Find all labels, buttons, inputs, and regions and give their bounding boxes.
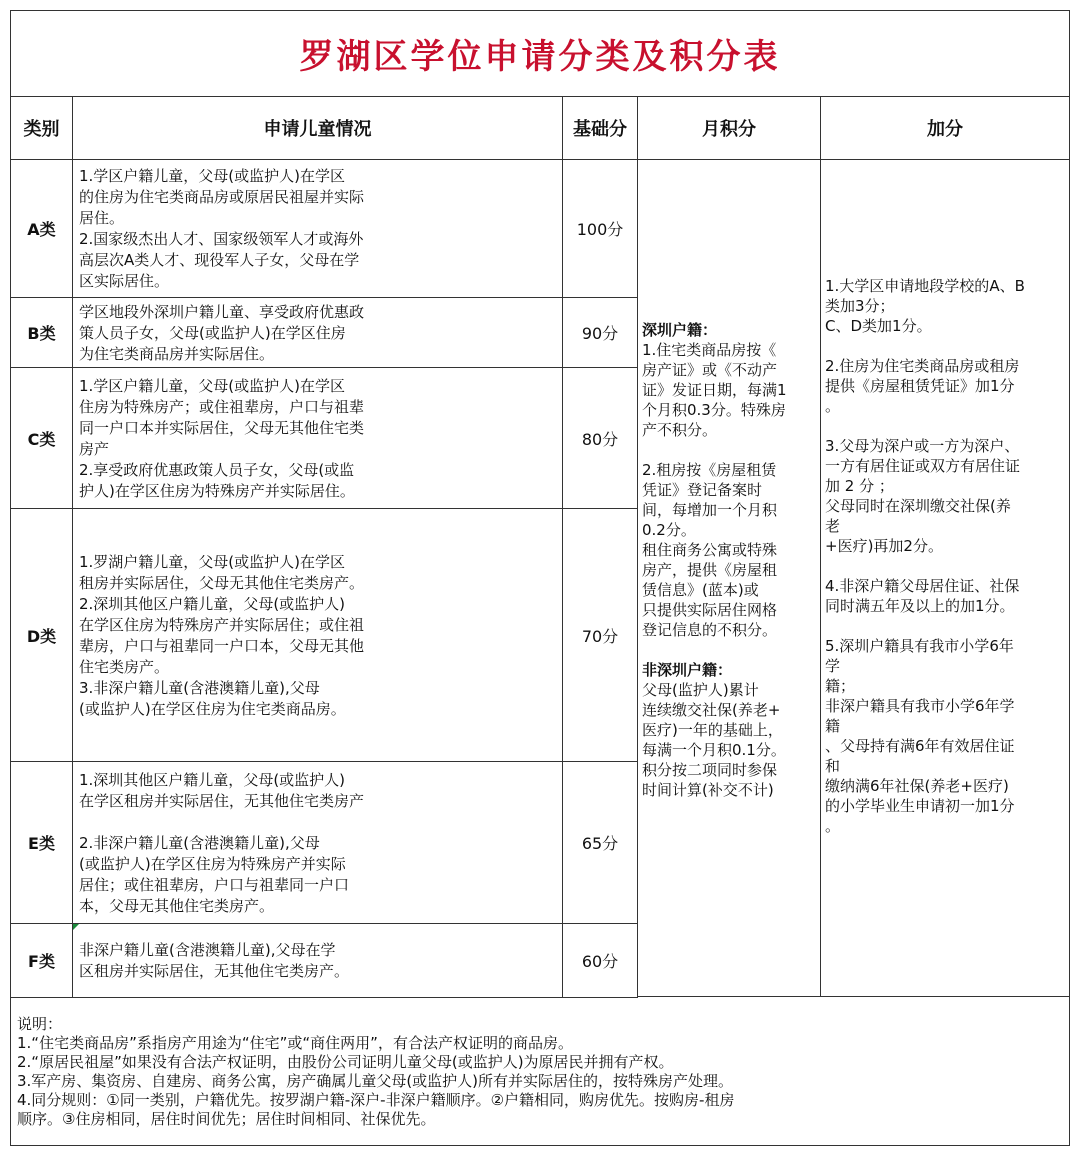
situation-line: 同一户口本并实际居住，父母无其他住宅类 [79,419,365,437]
situation-line: 为住宅类商品房并实际居住。 [79,345,275,363]
situation-line: 居住；或住祖辈房，户口与祖辈同一户口 [79,876,350,894]
situation-line: (或监护人)在学区住房为住宅类商品房。 [79,700,346,718]
situation-a [72,159,563,298]
page-title: 罗湖区学位申请分类及积分表 [11,11,1069,97]
situation-f [72,923,563,998]
cell-corner-mark [73,924,79,930]
monthly-rule-line: 医疗)一年的基础上， [642,721,783,739]
notes-section [11,1007,1069,1145]
monthly-heading-shenzhen: 深圳户籍： [642,321,718,339]
header-bonus: 加分 [820,96,1070,160]
monthly-rule-line: 积分按二项同时参保 [642,761,778,779]
bonus-rule-line: 学 [825,657,841,675]
category-a: A类 [10,159,73,298]
bonus-rule-line: 同时满五年及以上的加1分。 [825,597,1015,615]
note-line: 2.“原居民祖屋”如果没有合法产权证明，由股份公司证明儿童父母(或监护人)为原居民并拥有产权。 [17,1053,674,1071]
monthly-rule-line: 连续缴交社保(养老+ [642,701,781,719]
bonus-rule-line: 籍； [825,677,856,695]
header-base-score: 基础分 [562,96,638,160]
situation-line: 在学区住房为特殊房产并实际居住；或住祖 [79,616,365,634]
bonus-rule-line: 4.非深户籍父母居住证、社保 [825,577,1020,595]
bonus-rule-line: +医疗)再加2分。 [825,537,943,555]
bonus-rules [825,276,1065,836]
monthly-rule-line: 赁信息》(蓝本)或 [642,581,759,599]
situation-line: 1.学区户籍儿童，父母(或监护人)在学区 [79,377,346,395]
situation-line: 房产 [79,440,110,458]
situation-line: 1.罗湖户籍儿童，父母(或监护人)在学区 [79,553,346,571]
monthly-rule-line [642,640,816,660]
header-monthly-score: 月积分 [637,96,821,160]
base-score-f: 60分 [562,923,638,998]
bonus-rule-line: 。 [825,817,841,835]
base-score-b: 90分 [562,297,638,368]
base-score-d: 70分 [562,508,638,762]
situation-line: 本，父母无其他住宅类房产。 [79,897,275,915]
note-line: 1.“住宅类商品房”系指房产用途为“住宅”或“商住两用”，有合法产权证明的商品房。 [17,1034,573,1052]
situation-line: 住宅类房产。 [79,658,170,676]
base-score-e: 65分 [562,761,638,924]
monthly-rule-line: 时间计算(补交不计) [642,781,774,799]
monthly-shenzhen-rules [642,340,816,660]
base-score-a: 100分 [562,159,638,298]
bonus-rule-line: 提供《房屋租赁凭证》加1分 [825,377,1015,395]
bonus-rule-line [825,616,1065,636]
monthly-rule-line: 1.住宅类商品房按《 [642,341,777,359]
situation-line: 的住房为住宅类商品房或原居民祖屋并实际 [79,188,365,206]
situation-line: 租房并实际居住，父母无其他住宅类房产。 [79,574,365,592]
bonus-rule-line [825,556,1065,576]
situation-line: 2.国家级杰出人才、国家级领军人才或海外 [79,230,364,248]
category-f: F类 [10,923,73,998]
monthly-score-cell [637,159,821,997]
situation-line: 居住。 [79,209,125,227]
note-line: 说明： [17,1015,63,1033]
situation-line: 3.非深户籍儿童(含港澳籍儿童),父母 [79,679,320,697]
monthly-rule-line: 凭证》登记备案时 [642,481,763,499]
note-line: 顺序。③住房相同，居住时间优先；居住时间相同、社保优先。 [17,1110,436,1128]
monthly-rule-line: 证》发证日期，每满1 [642,381,787,399]
monthly-rule-line: 0.2分。 [642,521,696,539]
bonus-rule-line: C、D类加1分。 [825,317,932,335]
note-line: 3.军产房、集资房、自建房、商务公寓，房产确属儿童父母(或监护人)所有并实际居住的，按特殊房产处理。 [17,1072,734,1090]
bonus-rule-line: 父母同时在深圳缴交社保(养 [825,497,1011,515]
situation-line: 护人)在学区住房为特殊房产并实际居住。 [79,482,355,500]
bonus-rule-line: 缴纳满6年社保(养老+医疗) [825,777,1009,795]
monthly-rule-line: 租住商务公寓或特殊 [642,541,778,559]
category-d: D类 [10,508,73,762]
category-c: C类 [10,367,73,509]
bonus-rule-line: 、父母持有满6年有效居住证 [825,737,1015,755]
notes-lines [17,1015,1063,1129]
monthly-rule-line: 产不积分。 [642,421,718,439]
situation-line: 区实际居住。 [79,272,170,290]
bonus-rule-line: 类加3分； [825,297,895,315]
bonus-rule-line: 的小学毕业生申请初一加1分 [825,797,1015,815]
header-situation: 申请儿童情况 [72,96,563,160]
bonus-rule-line: 和 [825,757,841,775]
monthly-rule-line: 每满一个月积0.1分。 [642,741,786,759]
situation-line: 2.非深户籍儿童(含港澳籍儿童),父母 [79,834,320,852]
situation-line: 非深户籍儿童(含港澳籍儿童),父母在学 [79,941,336,959]
monthly-non-shenzhen-rules [642,680,816,800]
situation-c [72,367,563,509]
situation-line: 2.享受政府优惠政策人员子女，父母(或监 [79,461,355,479]
situation-b [72,297,563,368]
score-table [10,10,1070,1146]
situation-line: 学区地段外深圳户籍儿童、享受政府优惠政 [79,303,365,321]
situation-d [72,508,563,762]
bonus-rule-line [825,336,1065,356]
note-line: 4.同分规则：①同一类别，户籍优先。按罗湖户籍-深户-非深户籍顺序。②户籍相同，购房优先。按购房-租房 [17,1091,735,1109]
monthly-rule-line: 2.租房按《房屋租赁 [642,461,777,479]
situation-line: 在学区租房并实际居住，无其他住宅类房产 [79,792,365,810]
monthly-rule-line: 个月积0.3分。特殊房 [642,401,786,419]
situation-line: (或监护人)在学区住房为特殊房产并实际 [79,855,346,873]
situation-line: 2.深圳其他区户籍儿童，父母(或监护人) [79,595,346,613]
monthly-rule-line: 间，每增加一个月积 [642,501,778,519]
bonus-rule-line: 。 [825,397,841,415]
category-e: E类 [10,761,73,924]
situation-line: 高层次A类人才、现役军人子女，父母在学 [79,251,360,269]
monthly-rule-line [642,440,816,460]
bonus-rule-line: 1.大学区申请地段学校的A、B [825,277,1025,295]
situation-line [79,812,556,833]
bonus-rule-line: 5.深圳户籍具有我市小学6年 [825,637,1014,655]
bonus-rule-line: 籍 [825,717,841,735]
bonus-rule-line: 3.父母为深户或一方为深户、 [825,437,1020,455]
monthly-rule-line: 房产证》或《不动产 [642,361,778,379]
base-score-c: 80分 [562,367,638,509]
bonus-rule-line: 非深户籍具有我市小学6年学 [825,697,1015,715]
bonus-rule-line [825,416,1065,436]
bonus-rule-line: 2.住房为住宅类商品房或租房 [825,357,1020,375]
bonus-rule-line: 老 [825,517,841,535]
situation-line: 住房为特殊房产；或住祖辈房，户口与祖辈 [79,398,365,416]
monthly-heading-non-shenzhen: 非深圳户籍： [642,661,733,679]
situation-line: 1.深圳其他区户籍儿童，父母(或监护人) [79,771,346,789]
situation-line: 策人员子女，父母(或监护人)在学区住房 [79,324,346,342]
bonus-rule-line: 一方有居住证或双方有居住证 [825,457,1021,475]
bonus-cell [820,159,1070,997]
situation-e [72,761,563,924]
monthly-rule-line: 父母(监护人)累计 [642,681,759,699]
category-b: B类 [10,297,73,368]
monthly-rule-line: 登记信息的不积分。 [642,621,778,639]
monthly-rule-line: 只提供实际居住网格 [642,601,778,619]
situation-line: 1.学区户籍儿童，父母(或监护人)在学区 [79,167,346,185]
header-category: 类别 [10,96,73,160]
situation-line: 辈房，户口与祖辈同一户口本，父母无其他 [79,637,365,655]
monthly-rule-line: 房产，提供《房屋租 [642,561,778,579]
bonus-rule-line: 加 2 分 ； [825,477,894,495]
situation-line: 区租房并实际居住，无其他住宅类房产。 [79,962,350,980]
